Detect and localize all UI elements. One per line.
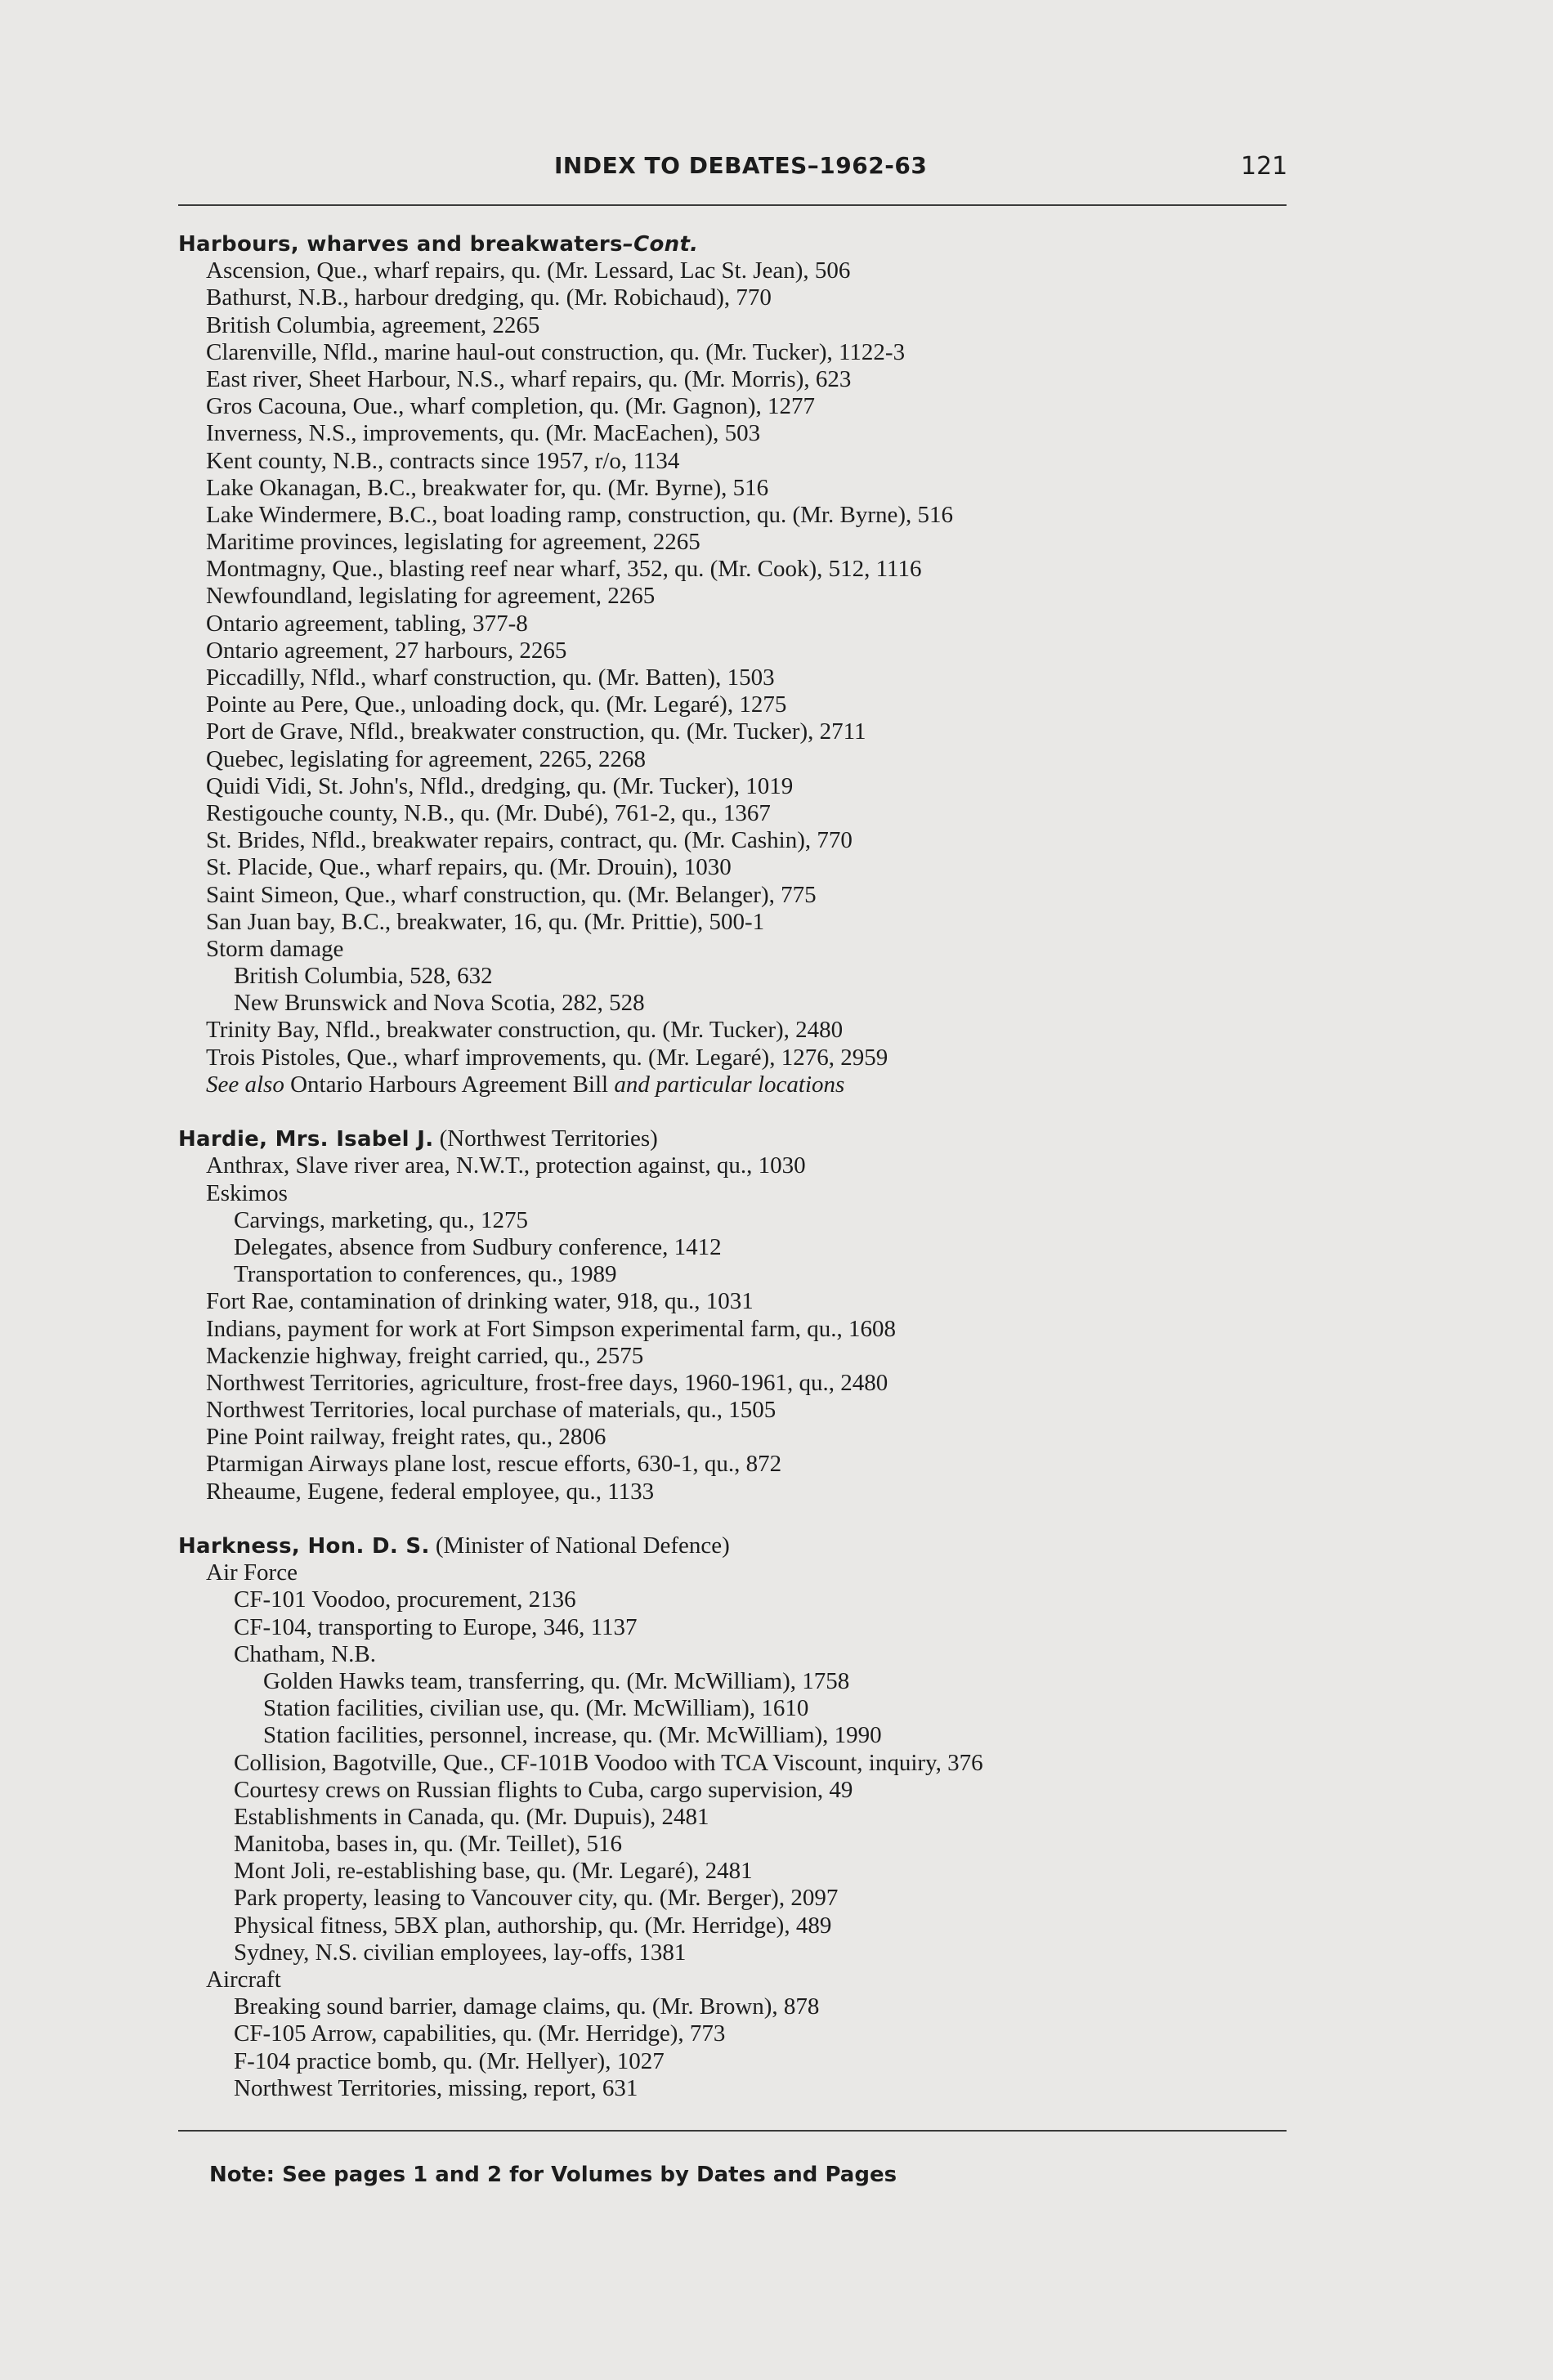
index-entry: Trinity Bay, Nfld., breakwater construction, qu. (Mr. Tucker), 2480 [206,1017,844,1044]
index-entry: Lake Windermere, B.C., boat loading ramp, construction, qu. (Mr. Byrne), 516 [206,501,954,528]
index-entry: Port de Grave, Nfld., breakwater construction, qu. (Mr. Tucker), 2711 [206,718,866,745]
index-entry: Northwest Territories, local purchase of materials, qu., 1505 [206,1397,776,1424]
index-subentry: Golden Hawks team, transferring, qu. (Mr. McWilliam), 1758 [263,1667,850,1694]
index-entry: Quidi Vidi, St. John's, Nfld., dredging, qu. (Mr. Tucker), 1019 [206,772,794,799]
footnote: Note: See pages 1 and 2 for Volumes by Dates and Pages [209,2163,897,2187]
index-subentry: Park property, leasing to Vancouver city, qu. (Mr. Berger), 2097 [234,1885,839,1912]
index-subentry: Collision, Bagotville, Que., CF-101B Voodoo with TCA Viscount, inquiry, 376 [234,1749,983,1776]
index-entry: Newfoundland, legislating for agreement, 2265 [206,583,656,610]
see-also-pre: See also [206,1071,284,1098]
heading-name: Harbours, wharves and breakwaters [178,232,623,257]
index-entry: Northwest Territories, agriculture, frost-free days, 1960-1961, qu., 2480 [206,1369,888,1396]
index-entry: Gros Cacouna, Oue., wharf completion, qu. (Mr. Gagnon), 1277 [206,393,815,420]
index-entry: Air Force [206,1559,298,1586]
index-entry: Anthrax, Slave river area, N.W.T., protection against, qu., 1030 [206,1152,806,1179]
index-entry: Ontario agreement, 27 harbours, 2265 [206,637,567,664]
index-subentry: British Columbia, 528, 632 [234,963,493,990]
index-entry: Restigouche county, N.B., qu. (Mr. Dubé), 761-2, qu., 1367 [206,799,771,826]
index-subentry: Breaking sound barrier, damage claims, qu. (Mr. Brown), 878 [234,1993,820,2020]
index-entry: Montmagny, Que., blasting reef near wharf, 352, qu. (Mr. Cook), 512, 1116 [206,556,922,583]
index-entry: Mackenzie highway, freight carried, qu., 2575 [206,1342,644,1369]
index-heading [178,230,1290,257]
see-also-post: and particular locations [614,1071,845,1098]
index-subentry: Physical fitness, 5BX plan, authorship, qu. (Mr. Herridge), 489 [234,1912,832,1939]
index-entry: East river, Sheet Harbour, N.S., wharf repairs, qu. (Mr. Morris), 623 [206,365,852,392]
index-heading [178,1532,1290,1559]
index-entry: Storm damage [206,935,344,962]
section-gap [178,1098,1290,1125]
index-heading [178,1125,1290,1152]
index-entry: Indians, payment for work at Fort Simpson experimental farm, qu., 1608 [206,1315,897,1342]
index-entry: Pine Point railway, freight rates, qu., 2806 [206,1424,606,1451]
index-entry: Piccadilly, Nfld., wharf construction, qu. (Mr. Batten), 1503 [206,664,775,691]
index-subentry: Establishments in Canada, qu. (Mr. Dupuis), 2481 [234,1803,709,1830]
index-entry: St. Placide, Que., wharf repairs, qu. (Mr. Drouin), 1030 [206,854,732,881]
index-entry: Rheaume, Eugene, federal employee, qu., 1133 [206,1478,655,1505]
page-number: 121 [1241,152,1288,181]
index-subentry: CF-104, transporting to Europe, 346, 1137 [234,1613,638,1640]
index-entry: Clarenville, Nfld., marine haul-out construction, qu. (Mr. Tucker), 1122-3 [206,338,906,365]
heading-note: (Minister of National Defence) [429,1532,730,1559]
see-also-mid: Ontario Harbours Agreement Bill [284,1071,615,1098]
index-subentry: Sydney, N.S. civilian employees, lay-offs, 1381 [234,1939,687,1966]
index-entry: Aircraft [206,1966,281,1993]
index-entry: Ascension, Que., wharf repairs, qu. (Mr. Lessard, Lac St. Jean), 506 [206,257,851,284]
index-entry: Ptarmigan Airways plane lost, rescue efforts, 630-1, qu., 872 [206,1451,782,1478]
running-head: INDEX TO DEBATES–1962-63 [554,152,928,179]
index-subentry: Station facilities, civilian use, qu. (Mr. McWilliam), 1610 [263,1695,809,1722]
index-entry: Saint Simeon, Que., wharf construction, qu. (Mr. Belanger), 775 [206,881,817,908]
index-subentry: CF-101 Voodoo, procurement, 2136 [234,1586,576,1613]
index-subentry: Manitoba, bases in, qu. (Mr. Teillet), 516 [234,1831,623,1858]
index-entry: Quebec, legislating for agreement, 2265, 2268 [206,745,646,772]
index-entry: Ontario agreement, tabling, 377-8 [206,610,528,637]
index-entry: San Juan bay, B.C., breakwater, 16, qu. (Mr. Prittie), 500-1 [206,908,765,935]
index-entry: Eskimos [206,1179,288,1206]
index-subentry: Northwest Territories, missing, report, 631 [234,2074,638,2101]
index-subentry: New Brunswick and Nova Scotia, 282, 528 [234,990,645,1017]
index-entry: Maritime provinces, legislating for agreement, 2265 [206,529,700,556]
index-entry: Lake Okanagan, B.C., breakwater for, qu. (Mr. Byrne), 516 [206,474,769,501]
index-subentry: Courtesy crews on Russian flights to Cuba, cargo supervision, 49 [234,1776,853,1803]
index-entry: Bathurst, N.B., harbour dredging, qu. (Mr. Robichaud), 770 [206,284,772,311]
section-gap [178,1505,1290,1532]
index-body [178,230,1290,2102]
heading-name: Hardie, Mrs. Isabel J. [178,1127,434,1152]
index-entry: Inverness, N.S., improvements, qu. (Mr. MacEachen), 503 [206,420,761,447]
index-entry: St. Brides, Nfld., breakwater repairs, contract, qu. (Mr. Cashin), 770 [206,827,853,854]
index-entry: British Columbia, agreement, 2265 [206,311,540,338]
see-also-entry [178,1071,1290,1098]
index-subentry: F-104 practice bomb, qu. (Mr. Hellyer), 1027 [234,2047,665,2074]
index-subentry: Delegates, absence from Sudbury conference, 1412 [234,1233,722,1260]
index-entry: Kent county, N.B., contracts since 1957, r/o, 1134 [206,447,680,474]
heading-continued: –Cont. [622,232,699,257]
index-subentry: CF-105 Arrow, capabilities, qu. (Mr. Herridge), 773 [234,2020,726,2047]
heading-note: (Northwest Territories) [433,1125,658,1152]
index-entry: Pointe au Pere, Que., unloading dock, qu. (Mr. Legaré), 1275 [206,691,787,718]
index-entry: Fort Rae, contamination of drinking water, 918, qu., 1031 [206,1288,754,1315]
footer-rule [178,2130,1287,2132]
index-subentry: Station facilities, personnel, increase, qu. (Mr. McWilliam), 1990 [263,1722,882,1749]
index-subentry: Carvings, marketing, qu., 1275 [234,1206,529,1233]
index-subentry: Mont Joli, re-establishing base, qu. (Mr. Legaré), 2481 [234,1858,753,1885]
index-entry: Trois Pistoles, Que., wharf improvements, qu. (Mr. Legaré), 1276, 2959 [206,1044,888,1071]
index-subentry: Transportation to conferences, qu., 1989 [234,1261,617,1288]
header-rule [178,204,1287,206]
index-subentry: Chatham, N.B. [234,1640,376,1667]
heading-name: Harkness, Hon. D. S. [178,1534,430,1559]
